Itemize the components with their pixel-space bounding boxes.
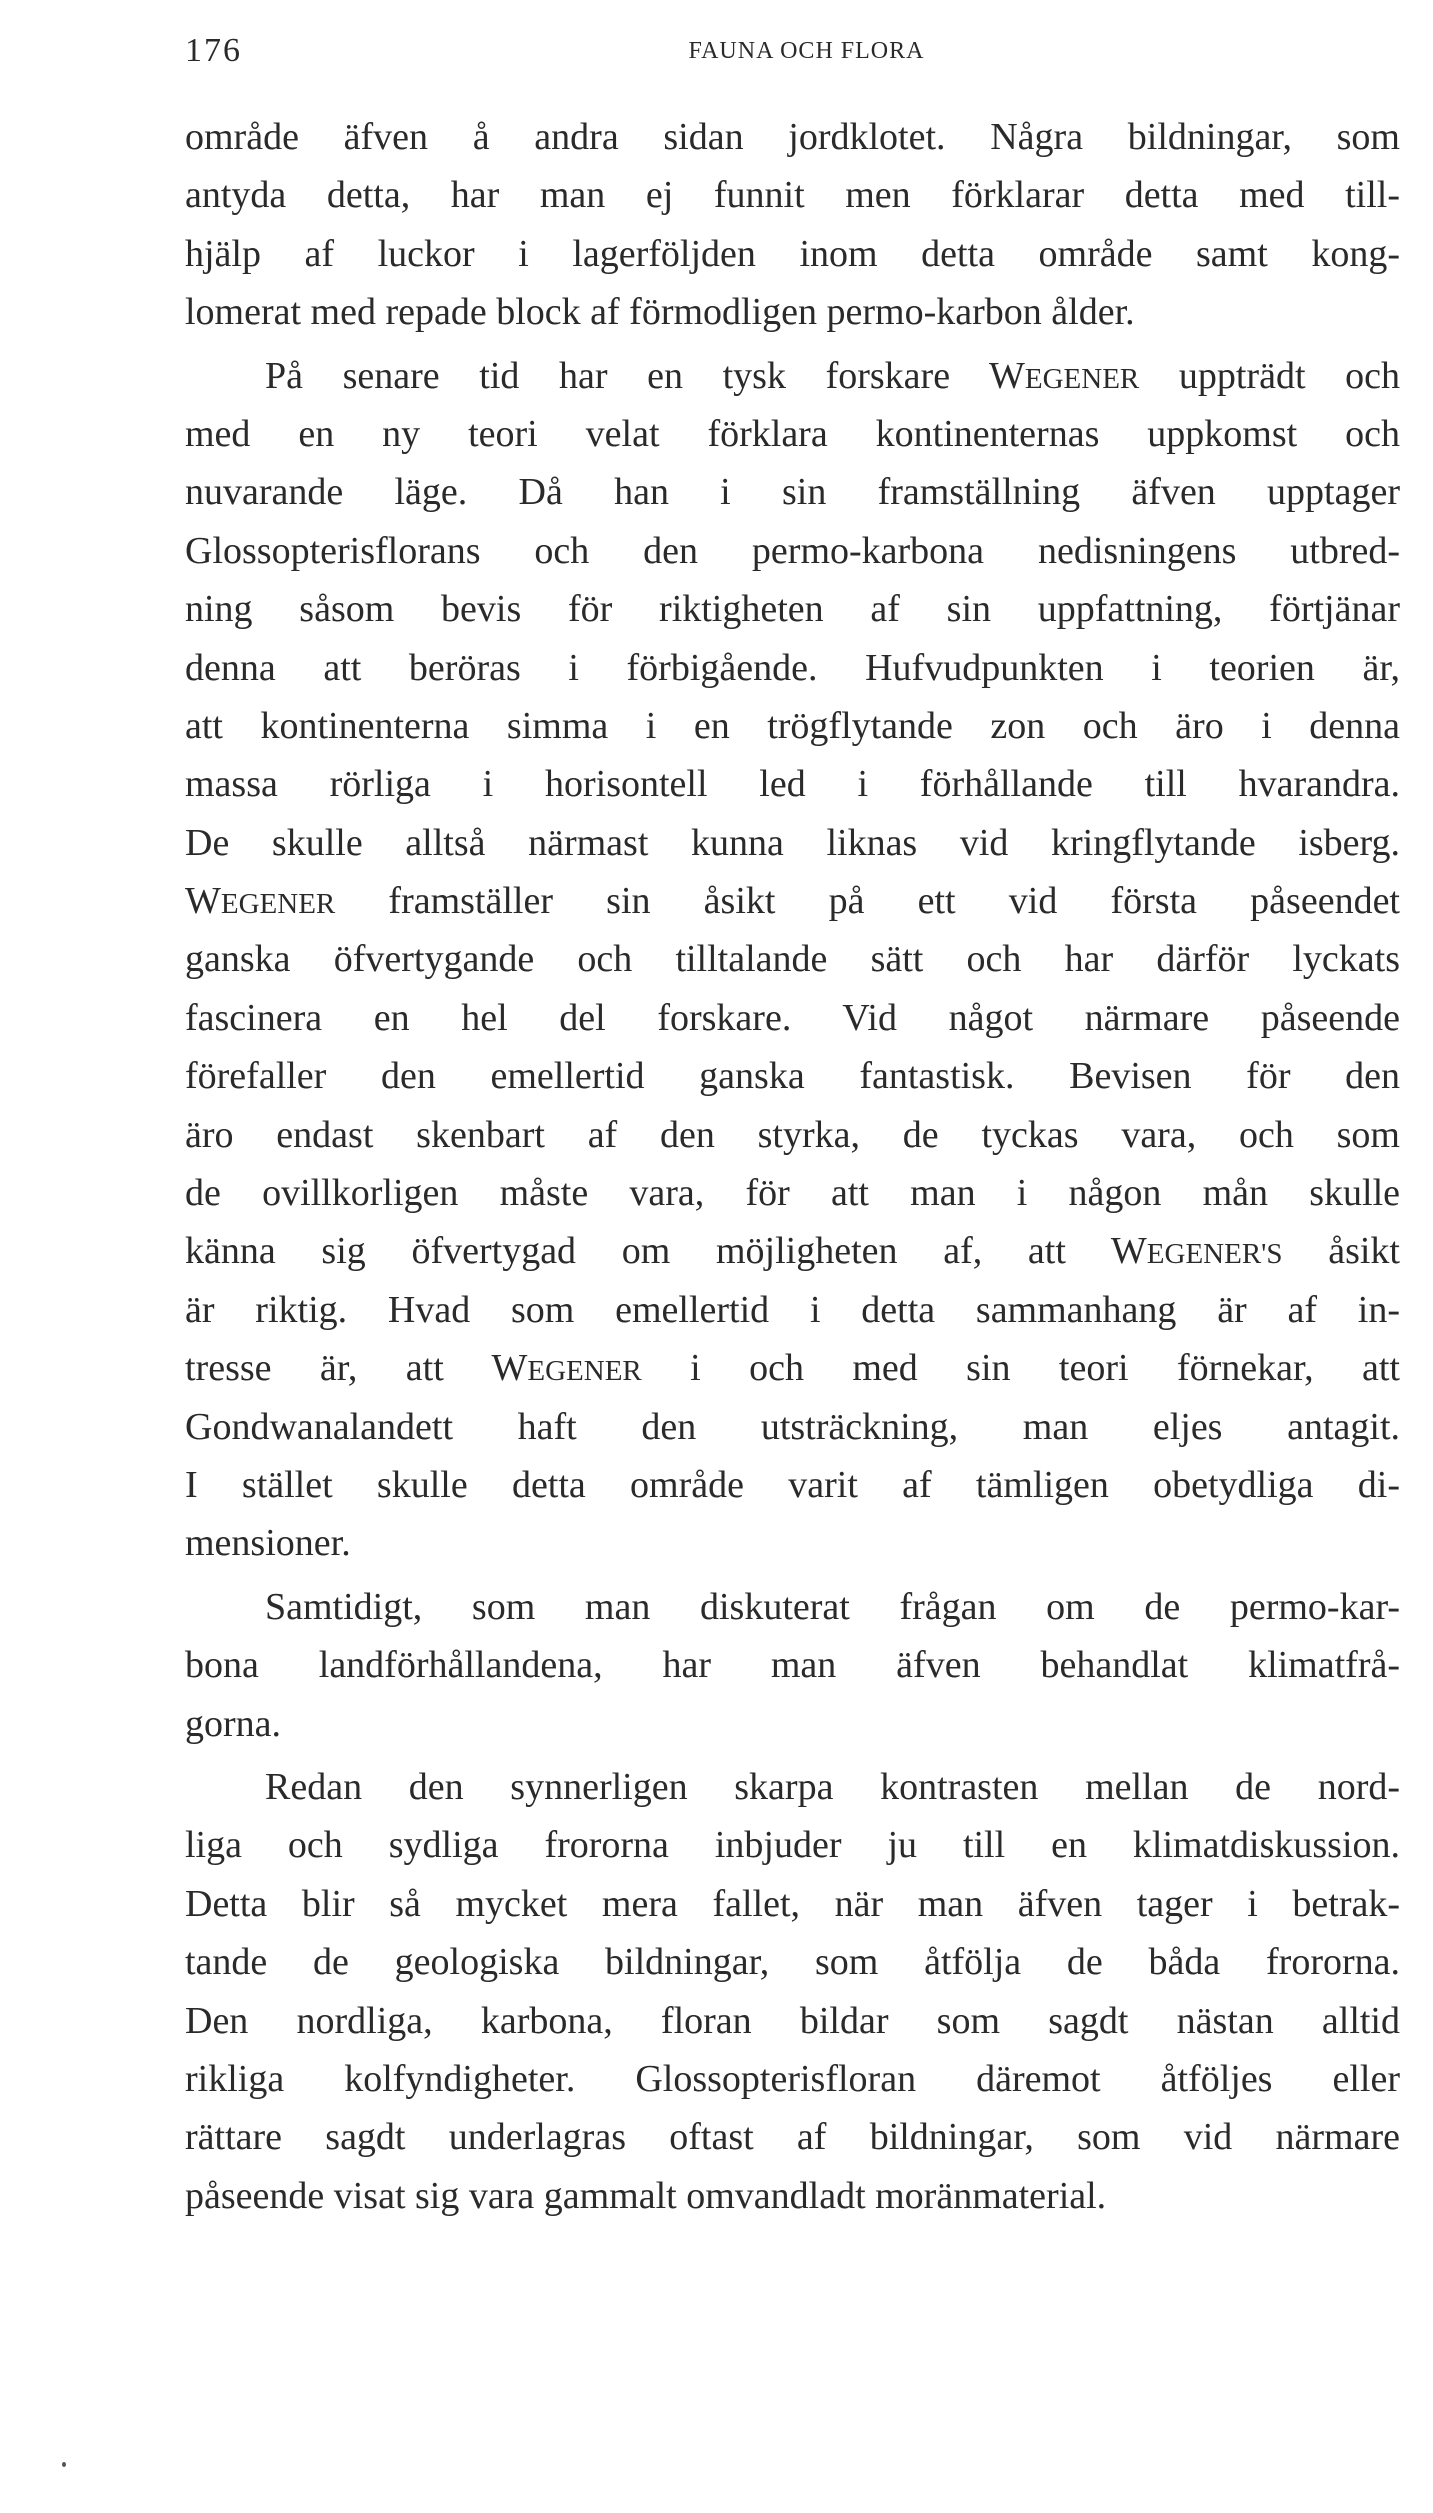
paragraph [185,108,1400,342]
text-line: påseende visat sig vara gammalt omvandladt moränmaterial. [185,2174,1107,2217]
text-line: tande de geologiska bildningar, som åtfölja de båda frororna. [185,1941,1400,1984]
text-line: bona landförhållandena, har man äfven behandlat klimatfrå- [185,1644,1400,1687]
text-line: Glossopterisflorans och den permo-karbona nedisningens utbred- [185,529,1400,572]
text-line: ganska öfvertygande och tilltalande sätt och har därför lyckats [185,938,1400,981]
text-line: På senare tid har en tysk forskare WEGENER uppträdt och [265,354,1400,397]
text-line: att kontinenterna simma i en trögflytande zon och äro i denna [185,704,1400,747]
text-line: Den nordliga, karbona, floran bildar som sagdt nästan alltid [185,1999,1400,2042]
text-line: lomerat med repade block af förmodligen permo-karbon ålder. [185,291,1135,334]
text-line: WEGENER framställer sin åsikt på ett vid första påseendet [185,880,1400,923]
text-line: nuvarande läge. Då han i sin framställning äfven upptager [185,471,1400,514]
text-line: Redan den synnerligen skarpa kontrasten mellan de nord- [265,1765,1400,1808]
author-name-smallcaps: WEGENER'S [1110,1230,1283,1273]
text-line: de ovillkorligen måste vara, för att man i någon mån skulle [185,1172,1400,1215]
text-line: gorna. [185,1702,282,1745]
author-name-smallcaps: WEGENER [989,354,1140,397]
text-line: äro endast skenbart af den styrka, de tyckas vara, och som [185,1113,1400,1156]
text-line: Samtidigt, som man diskuterat frågan om de permo-kar- [265,1585,1400,1628]
text-line: liga och sydliga frororna inbjuder ju till en klimatdiskussion. [185,1824,1400,1867]
body-text [185,108,1400,2225]
text-line: ning såsom bevis för riktigheten af sin uppfattning, förtjänar [185,588,1400,631]
text-line: I stället skulle detta område varit af tämligen obetydliga di- [185,1463,1400,1506]
text-line: mensioner. [185,1522,351,1565]
text-line: De skulle alltså närmast kunna liknas vid kringflytande isberg. [185,821,1400,864]
paragraph [185,1758,1400,2225]
text-line: känna sig öfvertygad om möjligheten af, att WEGENER'S åsikt [185,1230,1400,1273]
text-line: förefaller den emellertid ganska fantastisk. Bevisen för den [185,1055,1400,1098]
paragraph [185,347,1400,1573]
running-head [185,32,1400,72]
text-line: med en ny teori velat förklara kontinenternas uppkomst och [185,412,1400,455]
text-line: Detta blir så mycket mera fallet, när man äfven tager i betrak- [185,1882,1400,1925]
text-line: massa rörliga i horisontell led i förhållande till hvarandra. [185,763,1400,806]
text-line: rättare sagdt underlagras oftast af bildningar, som vid närmare [185,2116,1400,2159]
text-line: Gondwanalandett haft den utsträckning, man eljes antagit. [185,1405,1400,1448]
text-line: fascinera en hel del forskare. Vid något närmare påseende [185,996,1400,1039]
scan-speck [62,2462,66,2467]
running-title: FAUNA OCH FLORA [688,38,925,64]
text-line: antyda detta, har man ej funnit men förklarar detta med till- [185,174,1400,217]
text-line: hjälp af luckor i lagerföljden inom detta område samt kong- [185,232,1400,275]
paragraph [185,1578,1400,1753]
page-number: 176 [185,32,242,69]
author-name-smallcaps: WEGENER [185,880,336,923]
text-line: område äfven å andra sidan jordklotet. Några bildningar, som [185,116,1400,158]
text-line: är riktig. Hvad som emellertid i detta sammanhang är af in- [185,1288,1400,1331]
text-line: tresse är, att WEGENER i och med sin teori förnekar, att [185,1347,1400,1390]
text-line: denna att beröras i förbigående. Hufvudpunkten i teorien är, [185,646,1400,689]
text-line: rikliga kolfyndigheter. Glossopterisfloran däremot åtföljes eller [185,2057,1400,2100]
author-name-smallcaps: WEGENER [491,1347,642,1390]
